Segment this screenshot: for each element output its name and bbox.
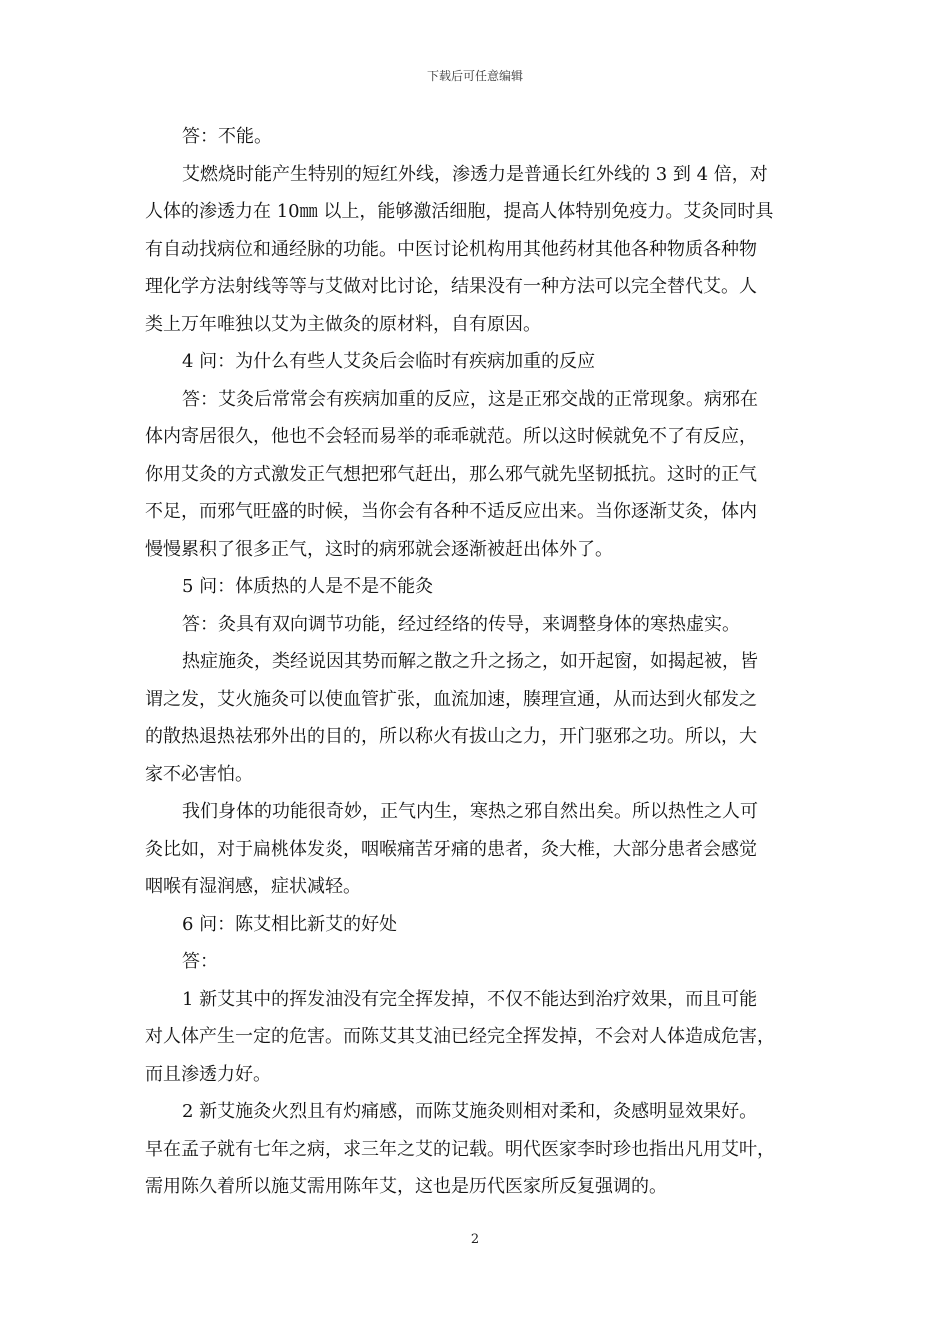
document-body (145, 118, 810, 1206)
text-line: 答：灸具有双向调节功能，经过经络的传导，来调整身体的寒热虚实。 (182, 613, 740, 635)
text-line: 艾燃烧时能产生特别的短红外线，渗透力是普通长红外线的 3 到 4 倍，对 (182, 163, 768, 185)
text-line: 咽喉有湿润感，症状减轻。 (145, 876, 361, 897)
text-line: 不足，而邪气旺盛的时候，当你会有各种不适反应出来。当你逐渐艾灸，体内 (145, 501, 757, 522)
text-line: 答：艾灸后常常会有疾病加重的反应，这是正邪交战的正常现象。病邪在 (182, 388, 758, 410)
text-line: 早在孟子就有七年之病，求三年之艾的记载。明代医家李时珍也指出凡用艾叶， (145, 1138, 775, 1160)
text-line: 有自动找病位和通经脉的功能。中医讨论机构用其他药材其他各种物质各种物 (145, 238, 757, 260)
text-line: 2 新艾施灸火烈且有灼痛感，而陈艾施灸则相对柔和，灸感明显效果好。 (182, 1101, 758, 1122)
text-line: 谓之发，艾火施灸可以使血管扩张，血流加速，腠理宣通，从而达到火郁发之 (145, 688, 757, 710)
text-line: 答：不能。 (182, 126, 272, 147)
question-heading: 5 问：体质热的人是不是不能灸 (182, 576, 434, 597)
text-line: 需用陈久着所以施艾需用陈年艾，这也是历代医家所反复强调的。 (145, 1176, 667, 1197)
question-heading: 4 问：为什么有些人艾灸后会临时有疾病加重的反应 (182, 351, 596, 372)
text-line: 而且渗透力好。 (145, 1063, 271, 1085)
text-line: 对人体产生一定的危害。而陈艾其艾油已经完全挥发掉，不会对人体造成危害， (145, 1026, 775, 1047)
text-line: 的散热退热祛邪外出的目的，所以称火有拔山之力，开门驱邪之功。所以，大 (145, 726, 757, 747)
text-line: 答： (182, 951, 218, 972)
question-heading: 6 问：陈艾相比新艾的好处 (182, 913, 398, 935)
text-line: 慢慢累积了很多正气，这时的病邪就会逐渐被赶出体外了。 (145, 538, 613, 560)
text-line: 体内寄居很久，他也不会轻而易举的乖乖就范。所以这时候就免不了有反应， (145, 426, 757, 447)
text-line: 灸比如，对于扁桃体发炎，咽喉痛苦牙痛的患者，灸大椎，大部分患者会感觉 (145, 838, 757, 860)
page-number: 2 (470, 1232, 480, 1247)
text-line: 1 新艾其中的挥发油没有完全挥发掉，不仅不能达到治疗效果，而且可能 (182, 988, 758, 1010)
text-line: 人体的渗透力在 10㎜ 以上，能够激活细胞，提高人体特别免疫力。艾灸同时具 (145, 201, 774, 222)
page-header: 下载后可任意编辑 (426, 69, 523, 83)
text-line: 理化学方法射线等等与艾做对比讨论，结果没有一种方法可以完全替代艾。人 (145, 276, 757, 297)
text-line: 你用艾灸的方式激发正气想把邪气赶出，那么邪气就先坚韧抵抗。这时的正气 (145, 463, 757, 485)
text-line: 我们身体的功能很奇妙，正气内生，寒热之邪自然出矣。所以热性之人可 (182, 801, 758, 822)
text-line: 类上万年唯独以艾为主做灸的原材料，自有原因。 (145, 313, 541, 335)
text-line: 热症施灸，类经说因其势而解之散之升之扬之，如开起窗，如揭起被，皆 (182, 651, 758, 672)
text-line: 家不必害怕。 (145, 763, 253, 785)
